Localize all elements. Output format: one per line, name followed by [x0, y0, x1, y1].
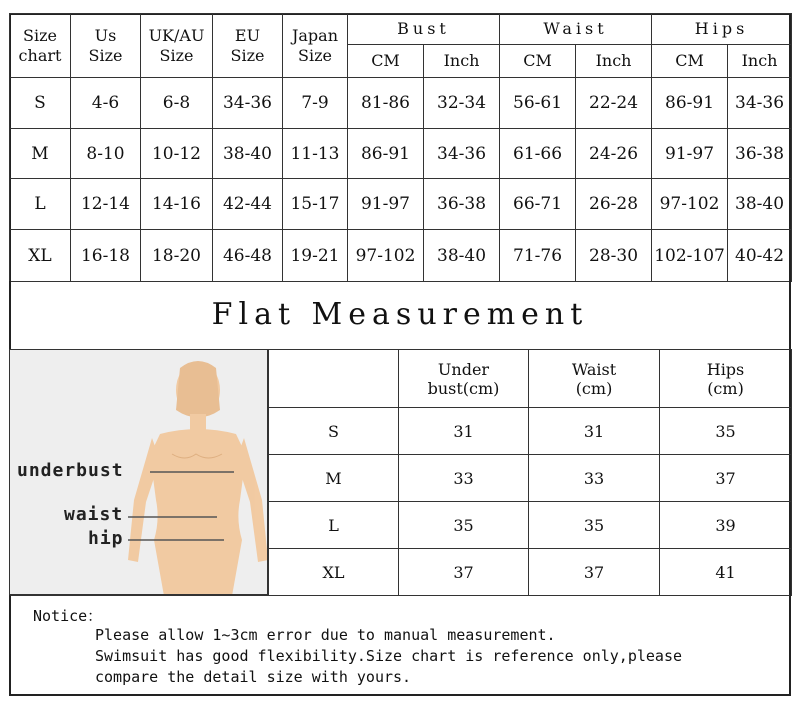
- cell-eu: 38-40: [213, 129, 283, 179]
- cell-underbust: 31: [399, 408, 529, 455]
- header-text: UK/AU: [148, 25, 205, 45]
- cell-underbust: 35: [399, 502, 529, 549]
- underbust-label: underbust: [17, 460, 124, 481]
- header-size-chart: [10, 14, 71, 78]
- subheader-bust-inch: Inch: [424, 45, 500, 78]
- size-chart-table: [9, 13, 792, 282]
- cell-waist-cm: 66-71: [500, 179, 576, 230]
- cell-size: L: [269, 502, 399, 549]
- header-text: EU: [234, 25, 261, 45]
- subheader-hips-cm: CM: [652, 45, 728, 78]
- cell-size: L: [10, 179, 71, 230]
- cell-bust-cm: 97-102: [348, 230, 424, 282]
- cell-size: M: [10, 129, 71, 179]
- cell-bust-inch: 32-34: [424, 78, 500, 129]
- cell-us: 4-6: [71, 78, 141, 129]
- cell-waist-cm: 61-66: [500, 129, 576, 179]
- header-underbust: [399, 350, 529, 408]
- cell-japan: 11-13: [283, 129, 348, 179]
- header-text: bust(cm): [427, 378, 500, 398]
- notice-title: Notice：: [33, 607, 103, 625]
- cell-size: S: [269, 408, 399, 455]
- cell-ukau: 6-8: [141, 78, 213, 129]
- cell-us: 16-18: [71, 230, 141, 282]
- cell-waist: 37: [529, 549, 660, 596]
- subheader-waist-cm: CM: [500, 45, 576, 78]
- header-hips: [660, 350, 792, 408]
- cell-waist: 35: [529, 502, 660, 549]
- waist-label: waist: [64, 504, 124, 525]
- header-text: Japan: [291, 25, 339, 45]
- notice-box: [9, 595, 791, 696]
- header-text: Under: [437, 359, 490, 379]
- cell-size: XL: [269, 549, 399, 596]
- flat-measurement-table: [268, 349, 792, 596]
- header-text: chart: [18, 45, 62, 65]
- header-us-size: [71, 14, 141, 78]
- cell-eu: 42-44: [213, 179, 283, 230]
- cell-eu: 34-36: [213, 78, 283, 129]
- flat-measurement-title: Flat Measurement: [9, 281, 791, 349]
- cell-waist: 33: [529, 455, 660, 502]
- notice-line: Swimsuit has good flexibility.Size chart is reference only,please: [95, 647, 682, 665]
- body-figure-panel: [9, 349, 268, 595]
- cell-hips-cm: 86-91: [652, 78, 728, 129]
- cell-hips-inch: 38-40: [728, 179, 792, 230]
- cell-ukau: 10-12: [141, 129, 213, 179]
- cell-bust-inch: 36-38: [424, 179, 500, 230]
- subheader-waist-inch: Inch: [576, 45, 652, 78]
- cell-hips-inch: 36-38: [728, 129, 792, 179]
- cell-waist-inch: 28-30: [576, 230, 652, 282]
- cell-hips: 39: [660, 502, 792, 549]
- header-empty: [269, 350, 399, 408]
- cell-us: 12-14: [71, 179, 141, 230]
- header-text: (cm): [575, 378, 613, 398]
- cell-japan: 15-17: [283, 179, 348, 230]
- header-waist: Waist: [500, 14, 652, 45]
- header-text: Size: [88, 45, 123, 65]
- table-row: [10, 78, 792, 129]
- subheader-bust-cm: CM: [348, 45, 424, 78]
- header-waist: [529, 350, 660, 408]
- header-text: Size: [159, 45, 194, 65]
- cell-bust-inch: 34-36: [424, 129, 500, 179]
- cell-hips-inch: 34-36: [728, 78, 792, 129]
- subheader-hips-inch: Inch: [728, 45, 792, 78]
- cell-hips: 37: [660, 455, 792, 502]
- cell-bust-inch: 38-40: [424, 230, 500, 282]
- cell-ukau: 18-20: [141, 230, 213, 282]
- cell-waist-inch: 26-28: [576, 179, 652, 230]
- cell-japan: 7-9: [283, 78, 348, 129]
- cell-bust-cm: 91-97: [348, 179, 424, 230]
- cell-waist-inch: 22-24: [576, 78, 652, 129]
- table-row: [269, 455, 792, 502]
- cell-waist-cm: 56-61: [500, 78, 576, 129]
- header-bust: Bust: [348, 14, 500, 45]
- header-row: [10, 14, 792, 45]
- cell-hips-cm: 102-107: [652, 230, 728, 282]
- cell-ukau: 14-16: [141, 179, 213, 230]
- header-japan-size: [283, 14, 348, 78]
- cell-waist: 31: [529, 408, 660, 455]
- cell-hips: 35: [660, 408, 792, 455]
- header-ukau-size: [141, 14, 213, 78]
- cell-us: 8-10: [71, 129, 141, 179]
- table-row: [269, 408, 792, 455]
- table-row: [10, 230, 792, 282]
- table-row: [10, 129, 792, 179]
- table-row: [269, 502, 792, 549]
- header-text: Waist: [571, 359, 617, 379]
- cell-size: XL: [10, 230, 71, 282]
- cell-waist-cm: 71-76: [500, 230, 576, 282]
- header-eu-size: [213, 14, 283, 78]
- header-text: Us: [94, 25, 117, 45]
- header-text: Size: [298, 45, 332, 65]
- table-row: [269, 549, 792, 596]
- cell-underbust: 37: [399, 549, 529, 596]
- header-text: Hips: [706, 359, 745, 379]
- cell-bust-cm: 86-91: [348, 129, 424, 179]
- cell-hips-cm: 97-102: [652, 179, 728, 230]
- header-hips: Hips: [652, 14, 792, 45]
- hip-label: hip: [88, 528, 124, 549]
- cell-bust-cm: 81-86: [348, 78, 424, 129]
- cell-size: S: [10, 78, 71, 129]
- cell-hips-cm: 91-97: [652, 129, 728, 179]
- cell-japan: 19-21: [283, 230, 348, 282]
- cell-underbust: 33: [399, 455, 529, 502]
- cell-eu: 46-48: [213, 230, 283, 282]
- header-text: (cm): [707, 378, 744, 398]
- cell-hips-inch: 40-42: [728, 230, 792, 282]
- header-text: Size: [23, 25, 57, 45]
- cell-hips: 41: [660, 549, 792, 596]
- header-row: [269, 350, 792, 408]
- cell-waist-inch: 24-26: [576, 129, 652, 179]
- notice-line: Please allow 1~3cm error due to manual measurement.: [95, 626, 556, 644]
- header-text: Size: [230, 45, 265, 65]
- cell-size: M: [269, 455, 399, 502]
- notice-line: compare the detail size with yours.: [95, 668, 412, 686]
- table-row: [10, 179, 792, 230]
